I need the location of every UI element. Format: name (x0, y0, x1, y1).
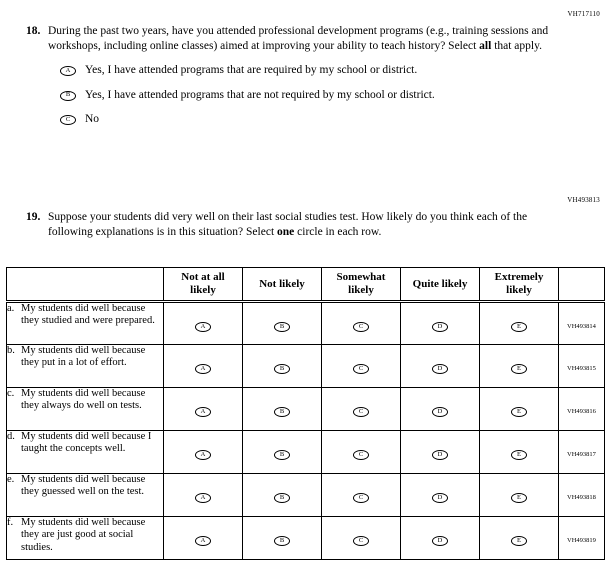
bubble-letter: D (437, 365, 443, 372)
bubble-letter: E (517, 537, 521, 544)
option-row-c (60, 113, 582, 127)
answer-cell (164, 345, 243, 388)
question-19-text-after: circle in each row. (294, 225, 382, 238)
answer-bubble[interactable] (274, 493, 290, 503)
answer-bubble[interactable] (353, 493, 369, 503)
bubble-letter: E (517, 322, 521, 330)
question-19-accession-code: VH493813 (567, 196, 600, 204)
answer-cell (322, 474, 401, 517)
question-19-text (48, 210, 560, 240)
answer-cell (401, 345, 480, 388)
answer-cell (243, 388, 322, 431)
table-row-d (7, 431, 605, 474)
answer-bubble[interactable] (511, 536, 527, 546)
header-quite-likely: Quite likely (401, 268, 480, 302)
answer-bubble[interactable] (195, 364, 211, 374)
table-row-c (7, 388, 605, 431)
item-code-cell (559, 345, 605, 388)
answer-cell (480, 388, 559, 431)
item-code: VH493818 (567, 494, 596, 501)
bubble-letter: C (358, 408, 364, 415)
answer-bubble[interactable] (274, 450, 290, 460)
answer-bubble[interactable] (432, 536, 448, 546)
answer-cell (243, 345, 322, 388)
answer-bubble[interactable] (274, 536, 290, 546)
row-stem (7, 431, 164, 474)
answer-bubble[interactable] (195, 322, 211, 332)
bubble-letter: A (65, 66, 71, 74)
bubble-letter: D (437, 408, 443, 415)
row-letter: b. (7, 345, 15, 356)
answer-cell (401, 302, 480, 345)
item-code-cell (559, 302, 605, 345)
bubble-letter: E (517, 365, 521, 372)
answer-cell (322, 345, 401, 388)
row-letter: d. (7, 431, 15, 442)
answer-cell (164, 302, 243, 345)
bubble-letter: E (517, 494, 521, 501)
answer-cell (401, 431, 480, 474)
answer-cell (243, 431, 322, 474)
answer-bubble[interactable] (274, 407, 290, 417)
bubble-letter: A (200, 451, 206, 458)
answer-cell (480, 345, 559, 388)
question-19 (26, 210, 582, 240)
row-text: My students did well because they studied and were prepared. (21, 303, 155, 327)
row-stem (7, 345, 164, 388)
answer-cell (243, 474, 322, 517)
header-not-at-all-likely: Not at all likely (164, 268, 243, 302)
page-accession-code: VH717110 (567, 10, 600, 18)
row-text: My students did well because they put in a lot of effort. (21, 345, 146, 369)
bubble-letter: D (437, 537, 443, 544)
answer-bubble[interactable] (511, 322, 527, 332)
header-blank (7, 268, 164, 302)
answer-cell (164, 388, 243, 431)
option-row-a (60, 64, 582, 78)
option-label: Yes, I have attended programs that are required by my school or district. (85, 63, 418, 76)
answer-bubble[interactable] (353, 450, 369, 460)
answer-bubble[interactable] (195, 407, 211, 417)
question-18-text-bold: all (479, 39, 492, 52)
answer-bubble[interactable] (432, 364, 448, 374)
answer-bubble[interactable] (195, 493, 211, 503)
bubble-letter: C (358, 322, 364, 330)
option-label: No (85, 113, 100, 126)
row-letter: a. (7, 303, 15, 314)
question-18-options (60, 64, 582, 127)
answer-cell (164, 517, 243, 560)
answer-cell (164, 474, 243, 517)
answer-bubble[interactable] (511, 493, 527, 503)
bubble-letter: E (517, 451, 521, 458)
bubble-letter: D (437, 322, 443, 330)
header-not-likely: Not likely (243, 268, 322, 302)
answer-bubble[interactable] (353, 364, 369, 374)
question-18-text-before: During the past two years, have you attended professional development programs (e.g., training sessions and workshops, including online classes) aimed at improving your ability to teach history? Select (48, 25, 549, 52)
question-18-text (48, 24, 560, 54)
answer-bubble[interactable] (274, 322, 290, 332)
row-text: My students did well because they are just good at social studies. (21, 517, 146, 553)
answer-bubble-a[interactable] (60, 66, 76, 76)
bubble-letter: C (358, 365, 364, 372)
answer-cell (243, 517, 322, 560)
bubble-letter: B (279, 408, 285, 415)
bubble-letter: D (437, 494, 443, 501)
bubble-letter: B (279, 494, 285, 501)
item-code-cell (559, 431, 605, 474)
row-text: My students did well because they always do well on tests. (21, 388, 146, 412)
option-row-b (60, 89, 582, 103)
item-code-cell (559, 517, 605, 560)
question-19-text-bold: one (277, 225, 295, 238)
answer-bubble[interactable] (511, 450, 527, 460)
bubble-letter: B (279, 365, 285, 372)
row-stem (7, 474, 164, 517)
answer-bubble[interactable] (274, 364, 290, 374)
item-code: VH493814 (567, 322, 596, 330)
likelihood-table (6, 267, 605, 560)
answer-cell (322, 431, 401, 474)
bubble-letter: A (200, 537, 206, 544)
bubble-letter: B (65, 91, 71, 99)
bubble-letter: B (279, 451, 285, 458)
item-code: VH493815 (567, 365, 596, 372)
answer-cell (322, 388, 401, 431)
row-text: My students did well because I taught the concepts well. (21, 431, 152, 455)
bubble-letter: A (200, 322, 206, 330)
header-extremely-likely: Extremely likely (480, 268, 559, 302)
answer-bubble[interactable] (353, 536, 369, 546)
question-18 (26, 24, 582, 138)
row-text: My students did well because they guessed well on the test. (21, 474, 146, 498)
header-somewhat-likely: Somewhat likely (322, 268, 401, 302)
table-row-b (7, 345, 605, 388)
answer-bubble[interactable] (432, 322, 448, 332)
answer-bubble-b[interactable] (60, 91, 76, 101)
table-header-row (7, 268, 605, 302)
row-letter: f. (7, 517, 14, 528)
table-row-e (7, 474, 605, 517)
answer-cell (480, 474, 559, 517)
bubble-letter: B (279, 537, 285, 544)
item-code: VH493816 (567, 408, 596, 415)
header-code-blank (559, 268, 605, 302)
answer-cell (480, 517, 559, 560)
bubble-letter: E (517, 408, 521, 415)
question-18-number: 18. (26, 25, 41, 37)
answer-bubble[interactable] (511, 364, 527, 374)
question-19-text-before: Suppose your students did very well on their last social studies test. How likely do you think each of the following explanations is in this situation? Select (48, 211, 528, 238)
answer-bubble-c[interactable] (60, 115, 76, 125)
bubble-letter: A (200, 408, 206, 415)
option-label: Yes, I have attended programs that are not required by my school or district. (85, 88, 435, 101)
bubble-letter: A (200, 365, 206, 372)
row-letter: e. (7, 474, 15, 485)
answer-cell (401, 517, 480, 560)
answer-bubble[interactable] (353, 407, 369, 417)
answer-cell (480, 431, 559, 474)
answer-bubble[interactable] (432, 450, 448, 460)
bubble-letter: D (437, 451, 443, 458)
row-stem (7, 517, 164, 560)
bubble-letter: C (358, 451, 364, 458)
item-code: VH493817 (567, 451, 596, 458)
table-row-f (7, 517, 605, 560)
answer-cell (401, 388, 480, 431)
item-code-cell (559, 388, 605, 431)
answer-bubble[interactable] (432, 407, 448, 417)
bubble-letter: B (279, 322, 285, 330)
bubble-letter: C (65, 116, 71, 124)
answer-cell (322, 302, 401, 345)
answer-bubble[interactable] (195, 450, 211, 460)
bubble-letter: A (200, 494, 206, 501)
answer-cell (480, 302, 559, 345)
item-code-cell (559, 474, 605, 517)
answer-bubble[interactable] (432, 493, 448, 503)
answer-bubble[interactable] (511, 407, 527, 417)
row-stem (7, 302, 164, 345)
question-19-number: 19. (26, 211, 41, 223)
answer-cell (322, 517, 401, 560)
row-letter: c. (7, 388, 15, 399)
answer-bubble[interactable] (353, 322, 369, 332)
answer-cell (243, 302, 322, 345)
answer-cell (164, 431, 243, 474)
question-18-text-after: that apply. (491, 39, 542, 52)
item-code: VH493819 (567, 537, 596, 544)
answer-cell (401, 474, 480, 517)
row-stem (7, 388, 164, 431)
bubble-letter: C (358, 494, 364, 501)
bubble-letter: C (358, 537, 364, 544)
table-row-a (7, 302, 605, 345)
answer-bubble[interactable] (195, 536, 211, 546)
